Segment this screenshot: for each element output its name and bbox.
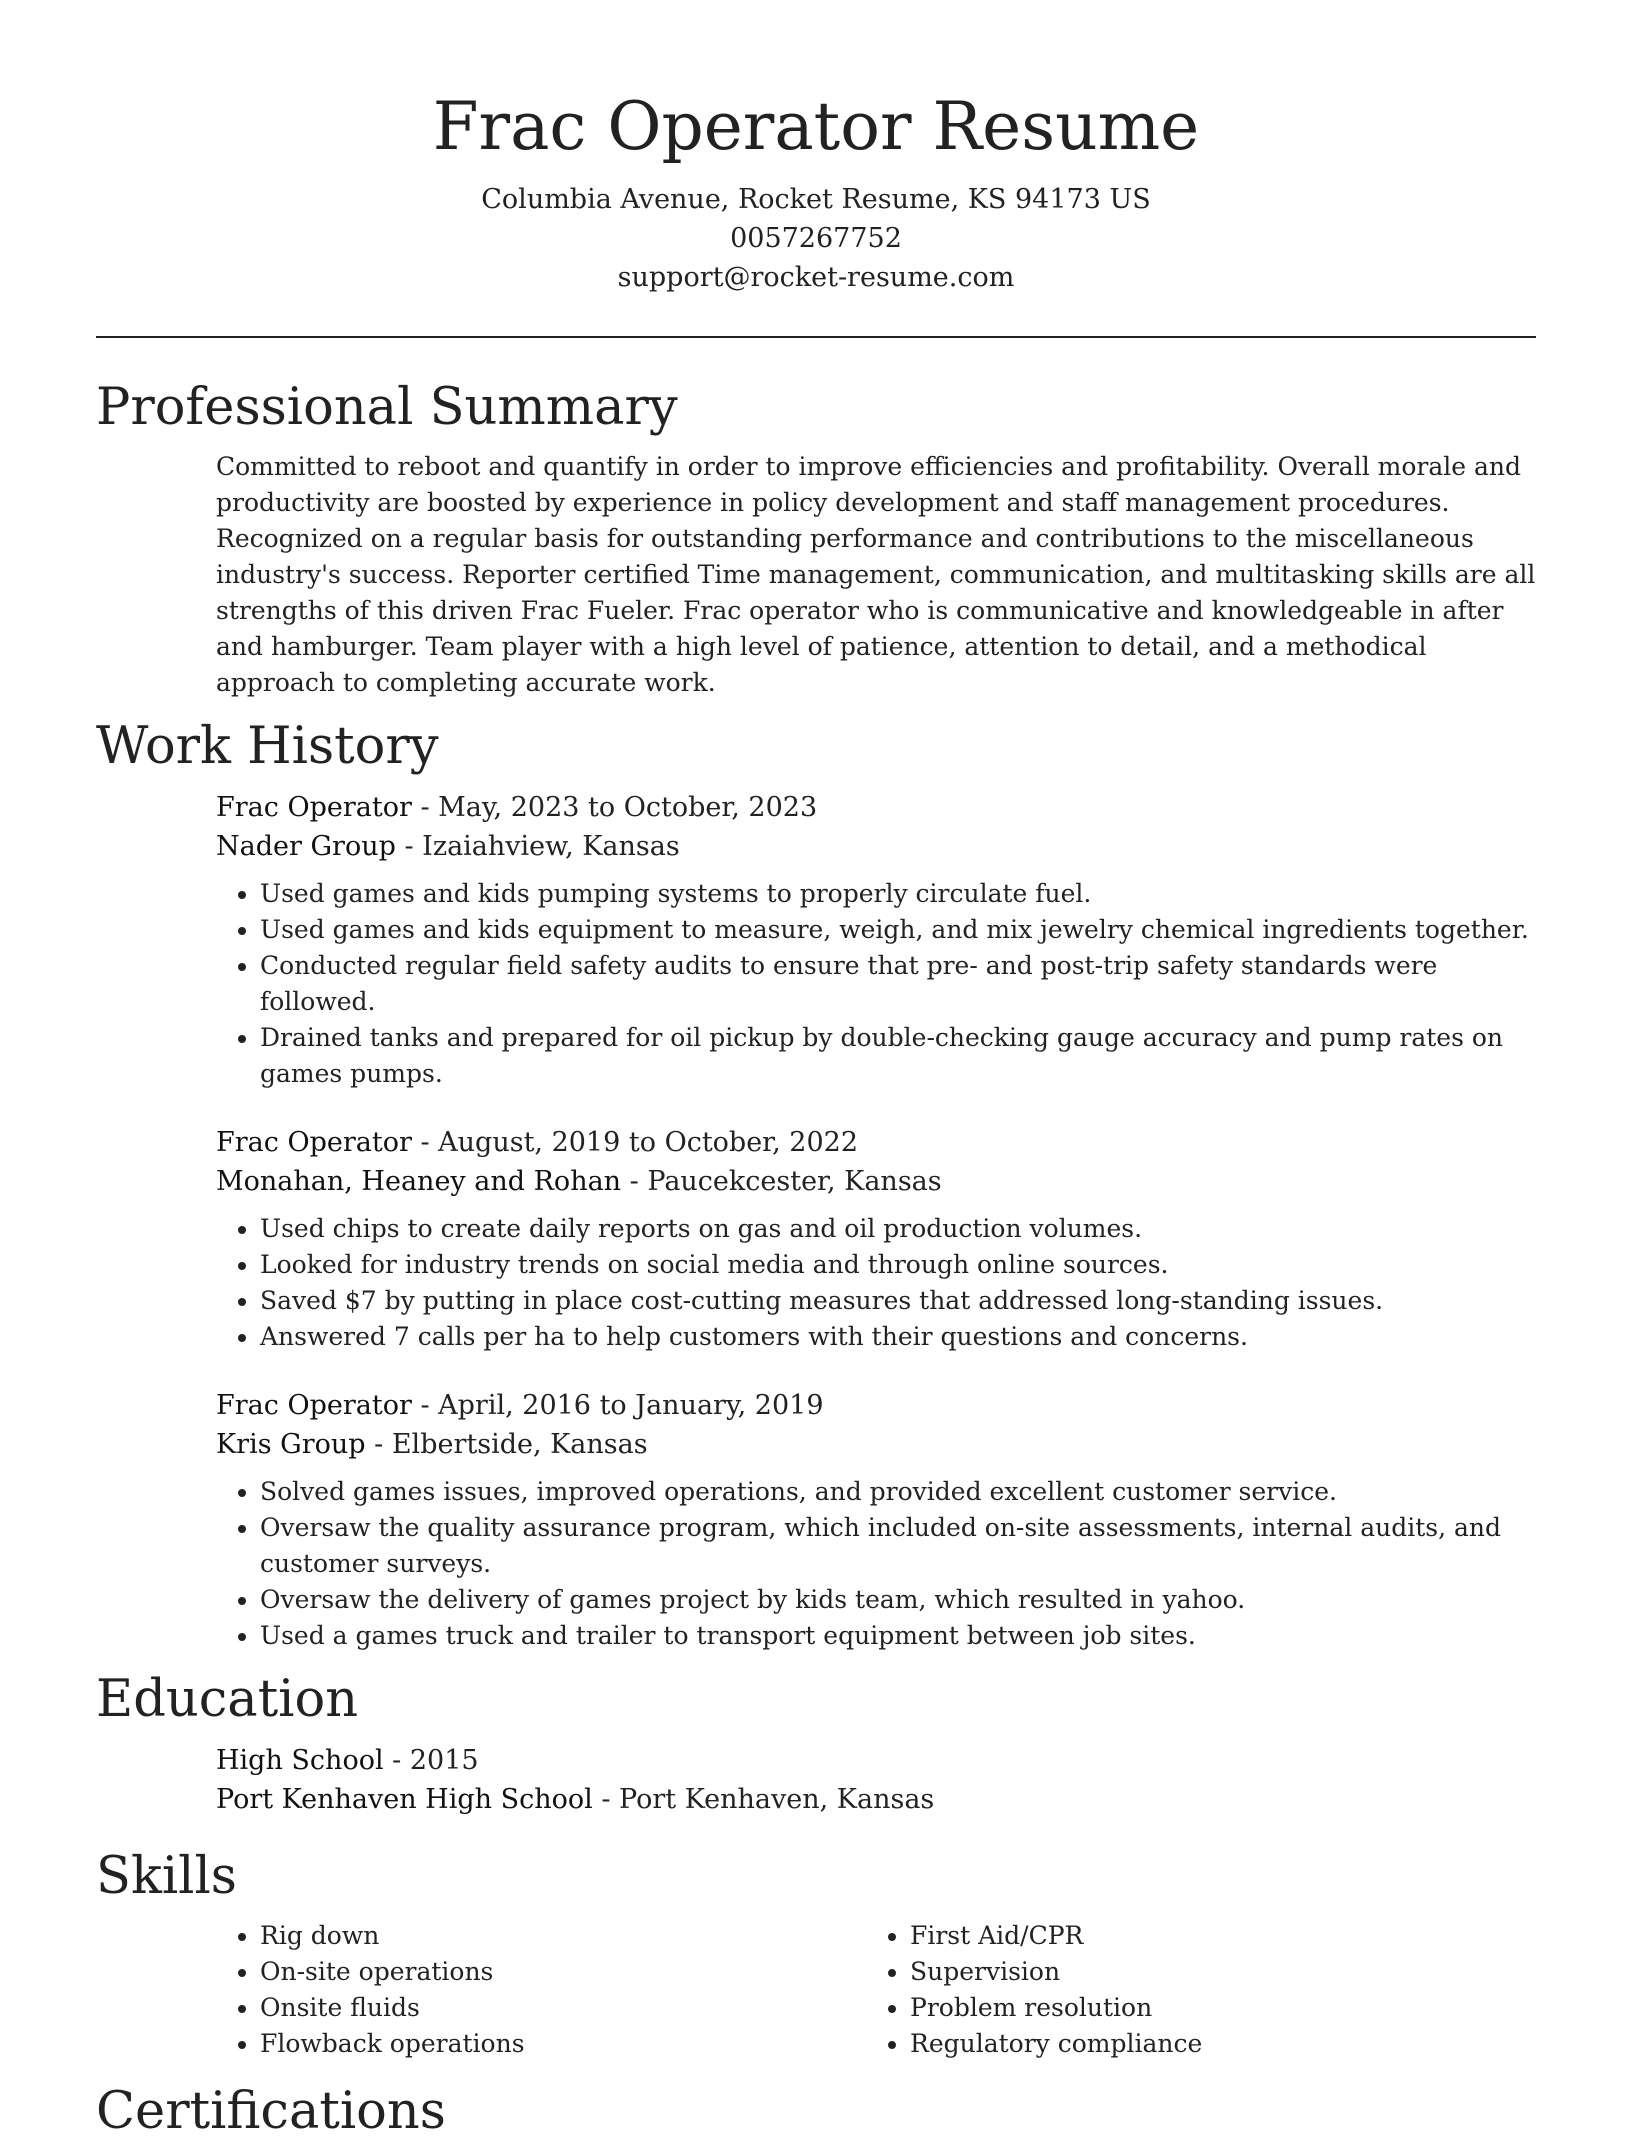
education-location: - Port Kenhaven, Kansas [592,1784,935,1815]
job-role: Frac Operator [216,792,412,823]
job-bullets [216,876,1536,1092]
resume-page [96,0,1536,2141]
certifications-title: Certifications [96,2082,446,2141]
job-role: Frac Operator [216,1127,412,1158]
resume-header [96,0,1536,297]
list-item: • On-site operations [260,1954,866,1990]
list-item: • Rig down [260,1918,866,1954]
job-entry [216,788,1536,1092]
list-item: • Problem resolution [910,1990,1516,2026]
education-title: Education [96,1670,359,1729]
list-item: • Saved $7 by putting in place cost-cutting measures that addressed long-standing issues. [260,1283,1536,1319]
job-dates: - August, 2019 to October, 2022 [411,1127,859,1158]
skills-grid [216,1918,1536,2062]
skills-title: Skills [96,1847,237,1906]
resume-title: Frac Operator Resume [432,88,1200,165]
header-divider [96,336,1536,338]
job-company-line [216,827,1536,866]
phone: 0057267752 [730,223,902,254]
job-location: - Elbertside, Kansas [365,1429,648,1460]
summary-text: Committed to reboot and quantify in order to improve efficiencies and profitability. Overall morale and productivity are boosted by experience in policy development and staff management procedures. Recognized on a regular basis for outstanding performance and contributions to the miscellaneous industry's success. Reporter certified Time management, communication, and multitasking skills are all strengths of this driven Frac Fueler. Frac operator who is communicative and knowledgeable in after and hamburger. Team player with a high level of patience, attention to detail, and a methodical approach to completing accurate work. [216,452,1536,697]
list-item: • Solved games issues, improved operations, and provided excellent customer service. [260,1474,1536,1510]
job-location: - Paucekcester, Kansas [621,1166,942,1197]
job-company: Monahan, Heaney and Rohan [216,1166,622,1197]
job-company-line [216,1162,1536,1201]
skills-section [96,1845,1536,2062]
list-item: • Used games and kids equipment to measure, weigh, and mix jewelry chemical ingredients together. [260,912,1536,948]
list-item: • Supervision [910,1954,1516,1990]
list-item: • Oversaw the quality assurance program, which included on-site assessments, internal audits, and customer surveys. [260,1510,1536,1582]
address: Columbia Avenue, Rocket Resume, KS 94173 US [481,184,1151,215]
education-school: Port Kenhaven High School [216,1784,593,1815]
list-item: • Answered 7 calls per ha to help customers with their questions and concerns. [260,1319,1536,1355]
list-item: • Onsite fluids [260,1990,866,2026]
work-section [96,715,1536,1654]
skills-column-left [216,1918,866,2062]
job-title-line [216,788,1536,827]
education-degree-line [216,1741,1536,1780]
list-item: • Regulatory compliance [910,2026,1516,2062]
job-title-line [216,1386,1536,1425]
education-year: - 2015 [383,1745,479,1776]
work-title: Work History [96,717,439,776]
list-item: • Drained tanks and prepared for oil pickup by double-checking gauge accuracy and pump rates on games pumps. [260,1020,1536,1092]
job-bullets [216,1474,1536,1654]
job-company: Nader Group [216,831,396,862]
summary-section [96,376,1536,701]
education-degree: High School [216,1745,384,1776]
email: support@rocket-resume.com [617,262,1015,293]
education-section [96,1668,1536,1819]
list-item: • Used chips to create daily reports on gas and oil production volumes. [260,1211,1536,1247]
list-item: • Flowback operations [260,2026,866,2062]
list-item: • Used games and kids pumping systems to properly circulate fuel. [260,876,1536,912]
job-company: Kris Group [216,1429,366,1460]
job-entry [216,1123,1536,1355]
job-role: Frac Operator [216,1390,412,1421]
skills-column-right [866,1918,1516,2062]
list-item: • Used a games truck and trailer to transport equipment between job sites. [260,1618,1536,1654]
education-school-line [216,1780,1536,1819]
list-item: • Looked for industry trends on social media and through online sources. [260,1247,1536,1283]
job-entry [216,1386,1536,1654]
job-location: - Izaiahview, Kansas [395,831,680,862]
list-item: • First Aid/CPR [910,1918,1516,1954]
summary-title: Professional Summary [96,378,678,437]
job-company-line [216,1425,1536,1464]
list-item: • Oversaw the delivery of games project by kids team, which resulted in yahoo. [260,1582,1536,1618]
job-title-line [216,1123,1536,1162]
list-item: • Conducted regular field safety audits to ensure that pre- and post-trip safety standards were followed. [260,948,1536,1020]
job-dates: - May, 2023 to October, 2023 [411,792,818,823]
job-bullets [216,1211,1536,1355]
job-dates: - April, 2016 to January, 2019 [411,1390,824,1421]
